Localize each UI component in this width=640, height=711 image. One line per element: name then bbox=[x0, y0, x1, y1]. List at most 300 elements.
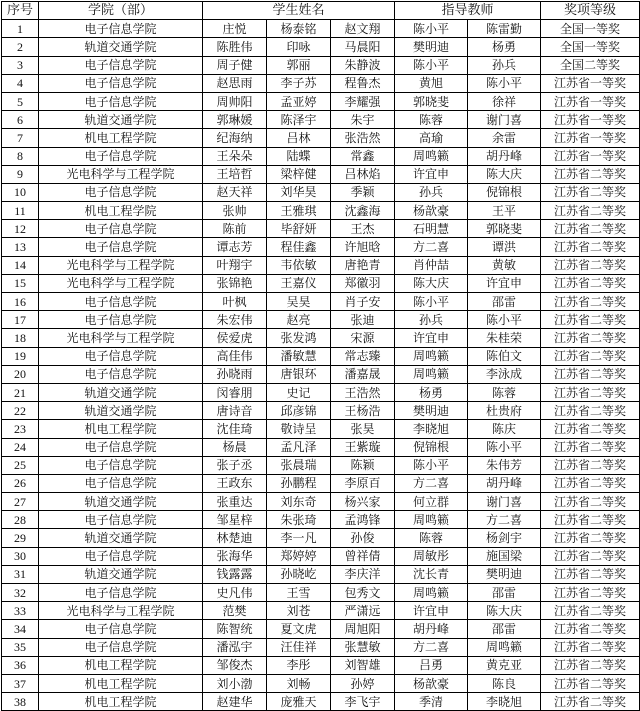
advisor-name-cell: 吕勇 bbox=[395, 656, 468, 674]
table-row bbox=[2, 165, 640, 183]
student-name-cell: 史记 bbox=[267, 383, 331, 401]
student-name-cell: 刘畅 bbox=[267, 674, 331, 692]
advisor-name-cell: 孙兵 bbox=[395, 183, 468, 201]
advisor-name-cell: 胡丹峰 bbox=[468, 147, 541, 165]
college-cell: 电子信息学院 bbox=[39, 584, 203, 602]
advisor-name-cell: 许宜申 bbox=[395, 602, 468, 620]
table-row bbox=[2, 638, 640, 656]
college-cell: 光电科学与工程学院 bbox=[39, 274, 203, 292]
student-name-cell: 孙俊 bbox=[331, 529, 395, 547]
advisor-name-cell: 肖仲喆 bbox=[395, 256, 468, 274]
table-row bbox=[2, 365, 640, 383]
award-level-cell: 江苏省二等奖 bbox=[541, 183, 640, 201]
college-cell: 电子信息学院 bbox=[39, 56, 203, 74]
advisor-name-cell: 周鸣籁 bbox=[468, 638, 541, 656]
student-name-cell: 李子苏 bbox=[267, 74, 331, 92]
student-name-cell: 钱露露 bbox=[203, 565, 267, 583]
student-name-cell: 邹星梓 bbox=[203, 511, 267, 529]
seq-cell: 9 bbox=[2, 165, 39, 183]
student-name-cell: 季颖 bbox=[331, 183, 395, 201]
seq-cell: 15 bbox=[2, 274, 39, 292]
student-name-cell: 吴昊 bbox=[267, 293, 331, 311]
seq-cell: 10 bbox=[2, 183, 39, 201]
advisor-name-cell: 樊明迪 bbox=[395, 38, 468, 56]
table-row bbox=[2, 238, 640, 256]
student-name-cell: 庄悦 bbox=[203, 20, 267, 38]
student-name-cell: 张慧敏 bbox=[331, 638, 395, 656]
award-level-cell: 江苏省二等奖 bbox=[541, 693, 640, 711]
advisor-name-cell: 王平 bbox=[468, 202, 541, 220]
advisor-name-cell: 杨勇 bbox=[468, 38, 541, 56]
student-name-cell: 王嘉仪 bbox=[267, 274, 331, 292]
college-cell: 电子信息学院 bbox=[39, 311, 203, 329]
award-level-cell: 江苏省一等奖 bbox=[541, 111, 640, 129]
seq-cell: 23 bbox=[2, 420, 39, 438]
student-name-cell: 朱张琦 bbox=[267, 511, 331, 529]
student-name-cell: 刘小渤 bbox=[203, 674, 267, 692]
table-row bbox=[2, 56, 640, 74]
student-name-cell: 谭志芳 bbox=[203, 238, 267, 256]
advisor-name-cell: 陈小平 bbox=[468, 74, 541, 92]
college-cell: 电子信息学院 bbox=[39, 20, 203, 38]
student-name-cell: 叶枫 bbox=[203, 293, 267, 311]
student-name-cell: 赵建华 bbox=[203, 693, 267, 711]
advisor-name-cell: 胡丹峰 bbox=[395, 620, 468, 638]
seq-cell: 2 bbox=[2, 38, 39, 56]
college-cell: 电子信息学院 bbox=[39, 220, 203, 238]
advisor-name-cell: 胡丹峰 bbox=[468, 474, 541, 492]
student-name-cell: 王培哲 bbox=[203, 165, 267, 183]
table-row bbox=[2, 256, 640, 274]
award-level-cell: 江苏省二等奖 bbox=[541, 420, 640, 438]
college-cell: 轨道交通学院 bbox=[39, 529, 203, 547]
award-level-cell: 江苏省二等奖 bbox=[541, 402, 640, 420]
advisor-name-cell: 季清 bbox=[395, 693, 468, 711]
award-level-cell: 江苏省二等奖 bbox=[541, 674, 640, 692]
student-name-cell: 郭丽 bbox=[267, 56, 331, 74]
advisor-name-cell: 周鸣籁 bbox=[395, 347, 468, 365]
seq-cell: 31 bbox=[2, 565, 39, 583]
student-name-cell: 林楚迪 bbox=[203, 529, 267, 547]
advisor-name-cell: 陈大庆 bbox=[395, 274, 468, 292]
advisor-name-cell: 陈小平 bbox=[395, 56, 468, 74]
award-level-cell: 江苏省二等奖 bbox=[541, 256, 640, 274]
table-row bbox=[2, 329, 640, 347]
college-cell: 电子信息学院 bbox=[39, 438, 203, 456]
college-cell: 机电工程学院 bbox=[39, 129, 203, 147]
student-name-cell: 吕林焰 bbox=[331, 165, 395, 183]
advisor-name-cell: 许宜申 bbox=[395, 165, 468, 183]
advisor-name-cell: 余雷 bbox=[468, 129, 541, 147]
table-row bbox=[2, 656, 640, 674]
seq-cell: 26 bbox=[2, 474, 39, 492]
college-cell: 光电科学与工程学院 bbox=[39, 602, 203, 620]
advisor-name-cell: 周鸣籁 bbox=[395, 511, 468, 529]
student-name-cell: 陈前 bbox=[203, 220, 267, 238]
award-level-cell: 江苏省二等奖 bbox=[541, 620, 640, 638]
college-cell: 光电科学与工程学院 bbox=[39, 329, 203, 347]
student-name-cell: 肖子安 bbox=[331, 293, 395, 311]
student-name-cell: 周帅阳 bbox=[203, 92, 267, 110]
student-name-cell: 周旭阳 bbox=[331, 620, 395, 638]
award-level-cell: 全国一等奖 bbox=[541, 38, 640, 56]
student-name-cell: 郑徽羽 bbox=[331, 274, 395, 292]
advisor-name-cell: 徐祥 bbox=[468, 92, 541, 110]
table-row bbox=[2, 220, 640, 238]
seq-cell: 12 bbox=[2, 220, 39, 238]
awards-table bbox=[1, 1, 640, 711]
award-level-cell: 江苏省二等奖 bbox=[541, 474, 640, 492]
advisor-name-cell: 黄旭 bbox=[395, 74, 468, 92]
student-name-cell: 邱彦锦 bbox=[267, 402, 331, 420]
student-name-cell: 包秀文 bbox=[331, 584, 395, 602]
seq-cell: 5 bbox=[2, 92, 39, 110]
advisor-name-cell: 沈长青 bbox=[395, 565, 468, 583]
college-cell: 机电工程学院 bbox=[39, 202, 203, 220]
award-level-cell: 江苏省二等奖 bbox=[541, 602, 640, 620]
college-cell: 机电工程学院 bbox=[39, 674, 203, 692]
student-name-cell: 张锦艳 bbox=[203, 274, 267, 292]
advisor-name-cell: 杨歆豪 bbox=[395, 674, 468, 692]
advisor-name-cell: 陈小平 bbox=[395, 293, 468, 311]
student-name-cell: 唐银环 bbox=[267, 365, 331, 383]
seq-cell: 11 bbox=[2, 202, 39, 220]
advisor-name-cell: 谢门喜 bbox=[468, 111, 541, 129]
seq-cell: 35 bbox=[2, 638, 39, 656]
student-name-cell: 纪海纳 bbox=[203, 129, 267, 147]
student-name-cell: 汪佳祥 bbox=[267, 638, 331, 656]
award-level-cell: 江苏省二等奖 bbox=[541, 511, 640, 529]
advisor-name-cell: 李泳成 bbox=[468, 365, 541, 383]
advisor-name-cell: 邵雷 bbox=[468, 620, 541, 638]
seq-cell: 7 bbox=[2, 129, 39, 147]
college-cell: 轨道交通学院 bbox=[39, 111, 203, 129]
award-level-cell: 江苏省一等奖 bbox=[541, 129, 640, 147]
seq-cell: 17 bbox=[2, 311, 39, 329]
award-level-cell: 江苏省二等奖 bbox=[541, 638, 640, 656]
seq-cell: 8 bbox=[2, 147, 39, 165]
college-cell: 机电工程学院 bbox=[39, 420, 203, 438]
student-name-cell: 刘东奇 bbox=[267, 493, 331, 511]
student-name-cell: 周子健 bbox=[203, 56, 267, 74]
student-name-cell: 杨晨 bbox=[203, 438, 267, 456]
seq-cell: 14 bbox=[2, 256, 39, 274]
award-level-cell: 江苏省一等奖 bbox=[541, 74, 640, 92]
student-name-cell: 陆蝶 bbox=[267, 147, 331, 165]
advisor-name-cell: 郭晓斐 bbox=[468, 220, 541, 238]
table-row bbox=[2, 493, 640, 511]
seq-cell: 4 bbox=[2, 74, 39, 92]
table-row bbox=[2, 529, 640, 547]
award-level-cell: 全国一等奖 bbox=[541, 20, 640, 38]
table-row bbox=[2, 693, 640, 711]
student-name-cell: 孙鹏程 bbox=[267, 474, 331, 492]
student-name-cell: 陈胜伟 bbox=[203, 38, 267, 56]
student-name-cell: 孙晓雨 bbox=[203, 365, 267, 383]
student-name-cell: 王雅琪 bbox=[267, 202, 331, 220]
student-name-cell: 宋源 bbox=[331, 329, 395, 347]
table-row bbox=[2, 602, 640, 620]
table-row bbox=[2, 129, 640, 147]
student-name-cell: 常鑫 bbox=[331, 147, 395, 165]
table-row bbox=[2, 202, 640, 220]
award-level-cell: 江苏省二等奖 bbox=[541, 293, 640, 311]
student-name-cell: 赵思雨 bbox=[203, 74, 267, 92]
college-cell: 轨道交通学院 bbox=[39, 383, 203, 401]
student-name-cell: 吕林 bbox=[267, 129, 331, 147]
advisor-name-cell: 樊明迪 bbox=[468, 565, 541, 583]
student-name-cell: 潘嘉晟 bbox=[331, 365, 395, 383]
student-name-cell: 孙婷 bbox=[331, 674, 395, 692]
student-name-cell: 唐诗音 bbox=[203, 402, 267, 420]
student-name-cell: 沈鑫海 bbox=[331, 202, 395, 220]
student-name-cell: 李飞宇 bbox=[331, 693, 395, 711]
header-award: 奖项等级 bbox=[541, 2, 640, 20]
advisor-name-cell: 邵雷 bbox=[468, 293, 541, 311]
student-name-cell: 孙晓屹 bbox=[267, 565, 331, 583]
seq-cell: 13 bbox=[2, 238, 39, 256]
college-cell: 轨道交通学院 bbox=[39, 565, 203, 583]
advisor-name-cell: 谭洪 bbox=[468, 238, 541, 256]
award-level-cell: 江苏省一等奖 bbox=[541, 147, 640, 165]
student-name-cell: 郭琳媛 bbox=[203, 111, 267, 129]
college-cell: 电子信息学院 bbox=[39, 638, 203, 656]
college-cell: 电子信息学院 bbox=[39, 347, 203, 365]
student-name-cell: 张帅 bbox=[203, 202, 267, 220]
advisor-name-cell: 何立群 bbox=[395, 493, 468, 511]
college-cell: 电子信息学院 bbox=[39, 92, 203, 110]
table-row bbox=[2, 311, 640, 329]
student-name-cell: 郑婷婷 bbox=[267, 547, 331, 565]
table-row bbox=[2, 347, 640, 365]
seq-cell: 22 bbox=[2, 402, 39, 420]
table-body bbox=[2, 20, 640, 711]
table-row bbox=[2, 38, 640, 56]
advisor-name-cell: 陈小平 bbox=[468, 438, 541, 456]
header-college: 学院（部） bbox=[39, 2, 203, 20]
advisor-name-cell: 许宜申 bbox=[395, 329, 468, 347]
advisor-name-cell: 陈蓉 bbox=[468, 383, 541, 401]
award-level-cell: 江苏省二等奖 bbox=[541, 165, 640, 183]
advisor-name-cell: 方二喜 bbox=[395, 238, 468, 256]
college-cell: 轨道交通学院 bbox=[39, 38, 203, 56]
advisor-name-cell: 谢门喜 bbox=[468, 493, 541, 511]
advisor-name-cell: 邵雷 bbox=[468, 584, 541, 602]
student-name-cell: 沈佳琦 bbox=[203, 420, 267, 438]
advisor-name-cell: 石明慧 bbox=[395, 220, 468, 238]
student-name-cell: 张昊 bbox=[331, 420, 395, 438]
student-name-cell: 赵亮 bbox=[267, 311, 331, 329]
seq-cell: 38 bbox=[2, 693, 39, 711]
advisor-name-cell: 陈庆 bbox=[468, 420, 541, 438]
seq-cell: 34 bbox=[2, 620, 39, 638]
award-level-cell: 江苏省二等奖 bbox=[541, 383, 640, 401]
student-name-cell: 赵文翔 bbox=[331, 20, 395, 38]
student-name-cell: 叶翔宇 bbox=[203, 256, 267, 274]
table-row bbox=[2, 293, 640, 311]
advisor-name-cell: 倪锦根 bbox=[468, 183, 541, 201]
seq-cell: 37 bbox=[2, 674, 39, 692]
college-cell: 电子信息学院 bbox=[39, 620, 203, 638]
advisor-name-cell: 陈蓉 bbox=[395, 529, 468, 547]
student-name-cell: 高佳伟 bbox=[203, 347, 267, 365]
student-name-cell: 王朵朵 bbox=[203, 147, 267, 165]
seq-cell: 27 bbox=[2, 493, 39, 511]
award-level-cell: 江苏省二等奖 bbox=[541, 456, 640, 474]
student-name-cell: 夏文虎 bbox=[267, 620, 331, 638]
college-cell: 机电工程学院 bbox=[39, 656, 203, 674]
student-name-cell: 陈颖 bbox=[331, 456, 395, 474]
student-name-cell: 陈智统 bbox=[203, 620, 267, 638]
student-name-cell: 毕舒妍 bbox=[267, 220, 331, 238]
seq-cell: 29 bbox=[2, 529, 39, 547]
student-name-cell: 邹俊杰 bbox=[203, 656, 267, 674]
table-row bbox=[2, 438, 640, 456]
student-name-cell: 王雪 bbox=[267, 584, 331, 602]
table-row bbox=[2, 183, 640, 201]
student-name-cell: 常志臻 bbox=[331, 347, 395, 365]
award-level-cell: 江苏省二等奖 bbox=[541, 238, 640, 256]
advisor-name-cell: 黄敏 bbox=[468, 256, 541, 274]
table-row bbox=[2, 420, 640, 438]
advisor-name-cell: 杨勇 bbox=[395, 383, 468, 401]
award-level-cell: 江苏省二等奖 bbox=[541, 329, 640, 347]
student-name-cell: 梁梓健 bbox=[267, 165, 331, 183]
seq-cell: 24 bbox=[2, 438, 39, 456]
college-cell: 轨道交通学院 bbox=[39, 493, 203, 511]
table-row bbox=[2, 147, 640, 165]
advisor-name-cell: 倪锦根 bbox=[395, 438, 468, 456]
student-name-cell: 范樊 bbox=[203, 602, 267, 620]
college-cell: 电子信息学院 bbox=[39, 511, 203, 529]
advisor-name-cell: 朱伟芳 bbox=[468, 456, 541, 474]
award-level-cell: 江苏省二等奖 bbox=[541, 220, 640, 238]
advisor-name-cell: 杨剑宇 bbox=[468, 529, 541, 547]
student-name-cell: 孟凡泽 bbox=[267, 438, 331, 456]
student-name-cell: 孟鸿锋 bbox=[331, 511, 395, 529]
advisor-name-cell: 高瑜 bbox=[395, 129, 468, 147]
advisor-name-cell: 陈雷勤 bbox=[468, 20, 541, 38]
student-name-cell: 张晨瑞 bbox=[267, 456, 331, 474]
college-cell: 光电科学与工程学院 bbox=[39, 256, 203, 274]
award-level-cell: 江苏省二等奖 bbox=[541, 547, 640, 565]
student-name-cell: 张浩然 bbox=[331, 129, 395, 147]
header-seq: 序号 bbox=[2, 2, 39, 20]
student-name-cell: 李庆洋 bbox=[331, 565, 395, 583]
award-level-cell: 全国二等奖 bbox=[541, 56, 640, 74]
student-name-cell: 杨泰铭 bbox=[267, 20, 331, 38]
student-name-cell: 张海华 bbox=[203, 547, 267, 565]
seq-cell: 28 bbox=[2, 511, 39, 529]
table-row bbox=[2, 620, 640, 638]
student-name-cell: 张重达 bbox=[203, 493, 267, 511]
student-name-cell: 王杰 bbox=[331, 220, 395, 238]
advisor-name-cell: 陈小平 bbox=[468, 311, 541, 329]
student-name-cell: 赵天祥 bbox=[203, 183, 267, 201]
table-row bbox=[2, 274, 640, 292]
advisor-name-cell: 陈大庆 bbox=[468, 165, 541, 183]
student-name-cell: 朱宏伟 bbox=[203, 311, 267, 329]
table-row bbox=[2, 547, 640, 565]
table-row bbox=[2, 74, 640, 92]
student-name-cell: 李耀强 bbox=[331, 92, 395, 110]
advisor-name-cell: 陈伯文 bbox=[468, 347, 541, 365]
advisor-name-cell: 陈小平 bbox=[395, 20, 468, 38]
student-name-cell: 刘华昊 bbox=[267, 183, 331, 201]
student-name-cell: 孟亚婷 bbox=[267, 92, 331, 110]
seq-cell: 19 bbox=[2, 347, 39, 365]
student-name-cell: 李一凡 bbox=[267, 529, 331, 547]
advisor-name-cell: 郭晓斐 bbox=[395, 92, 468, 110]
award-level-cell: 江苏省二等奖 bbox=[541, 493, 640, 511]
advisor-name-cell: 周鸣籁 bbox=[395, 584, 468, 602]
award-level-cell: 江苏省二等奖 bbox=[541, 438, 640, 456]
header-students: 学生姓名 bbox=[203, 2, 395, 20]
student-name-cell: 刘智雄 bbox=[331, 656, 395, 674]
advisor-name-cell: 李晓旭 bbox=[468, 693, 541, 711]
seq-cell: 25 bbox=[2, 456, 39, 474]
student-name-cell: 陈泽宇 bbox=[267, 111, 331, 129]
award-level-cell: 江苏省二等奖 bbox=[541, 347, 640, 365]
student-name-cell: 曾祥倩 bbox=[331, 547, 395, 565]
seq-cell: 33 bbox=[2, 602, 39, 620]
student-name-cell: 李原百 bbox=[331, 474, 395, 492]
college-cell: 电子信息学院 bbox=[39, 547, 203, 565]
advisor-name-cell: 陈良 bbox=[468, 674, 541, 692]
student-name-cell: 朱宇 bbox=[331, 111, 395, 129]
student-name-cell: 杨兴家 bbox=[331, 493, 395, 511]
seq-cell: 3 bbox=[2, 56, 39, 74]
table-row bbox=[2, 565, 640, 583]
advisor-name-cell: 樊明迪 bbox=[395, 402, 468, 420]
student-name-cell: 程佳鑫 bbox=[267, 238, 331, 256]
advisor-name-cell: 陈小平 bbox=[395, 456, 468, 474]
header-advisors: 指导教师 bbox=[395, 2, 541, 20]
advisor-name-cell: 朱桂荣 bbox=[468, 329, 541, 347]
advisor-name-cell: 施国梁 bbox=[468, 547, 541, 565]
advisor-name-cell: 陈大庆 bbox=[468, 602, 541, 620]
student-name-cell: 刘苍 bbox=[267, 602, 331, 620]
seq-cell: 20 bbox=[2, 365, 39, 383]
table-row bbox=[2, 402, 640, 420]
student-name-cell: 侯爱虎 bbox=[203, 329, 267, 347]
student-name-cell: 马晨阳 bbox=[331, 38, 395, 56]
student-name-cell: 王政东 bbox=[203, 474, 267, 492]
seq-cell: 16 bbox=[2, 293, 39, 311]
college-cell: 电子信息学院 bbox=[39, 74, 203, 92]
advisor-name-cell: 方二喜 bbox=[468, 511, 541, 529]
table-row bbox=[2, 20, 640, 38]
table-row bbox=[2, 383, 640, 401]
advisor-name-cell: 周敏彤 bbox=[395, 547, 468, 565]
college-cell: 机电工程学院 bbox=[39, 693, 203, 711]
advisor-name-cell: 杜贵府 bbox=[468, 402, 541, 420]
advisor-name-cell: 方二喜 bbox=[395, 638, 468, 656]
table-row bbox=[2, 674, 640, 692]
college-cell: 电子信息学院 bbox=[39, 183, 203, 201]
student-name-cell: 庞雅天 bbox=[267, 693, 331, 711]
college-cell: 电子信息学院 bbox=[39, 147, 203, 165]
college-cell: 电子信息学院 bbox=[39, 365, 203, 383]
college-cell: 轨道交通学院 bbox=[39, 402, 203, 420]
advisor-name-cell: 许宜申 bbox=[468, 274, 541, 292]
award-level-cell: 江苏省二等奖 bbox=[541, 274, 640, 292]
student-name-cell: 印咏 bbox=[267, 38, 331, 56]
table-row bbox=[2, 584, 640, 602]
award-level-cell: 江苏省二等奖 bbox=[541, 311, 640, 329]
student-name-cell: 王浩然 bbox=[331, 383, 395, 401]
table-row bbox=[2, 92, 640, 110]
